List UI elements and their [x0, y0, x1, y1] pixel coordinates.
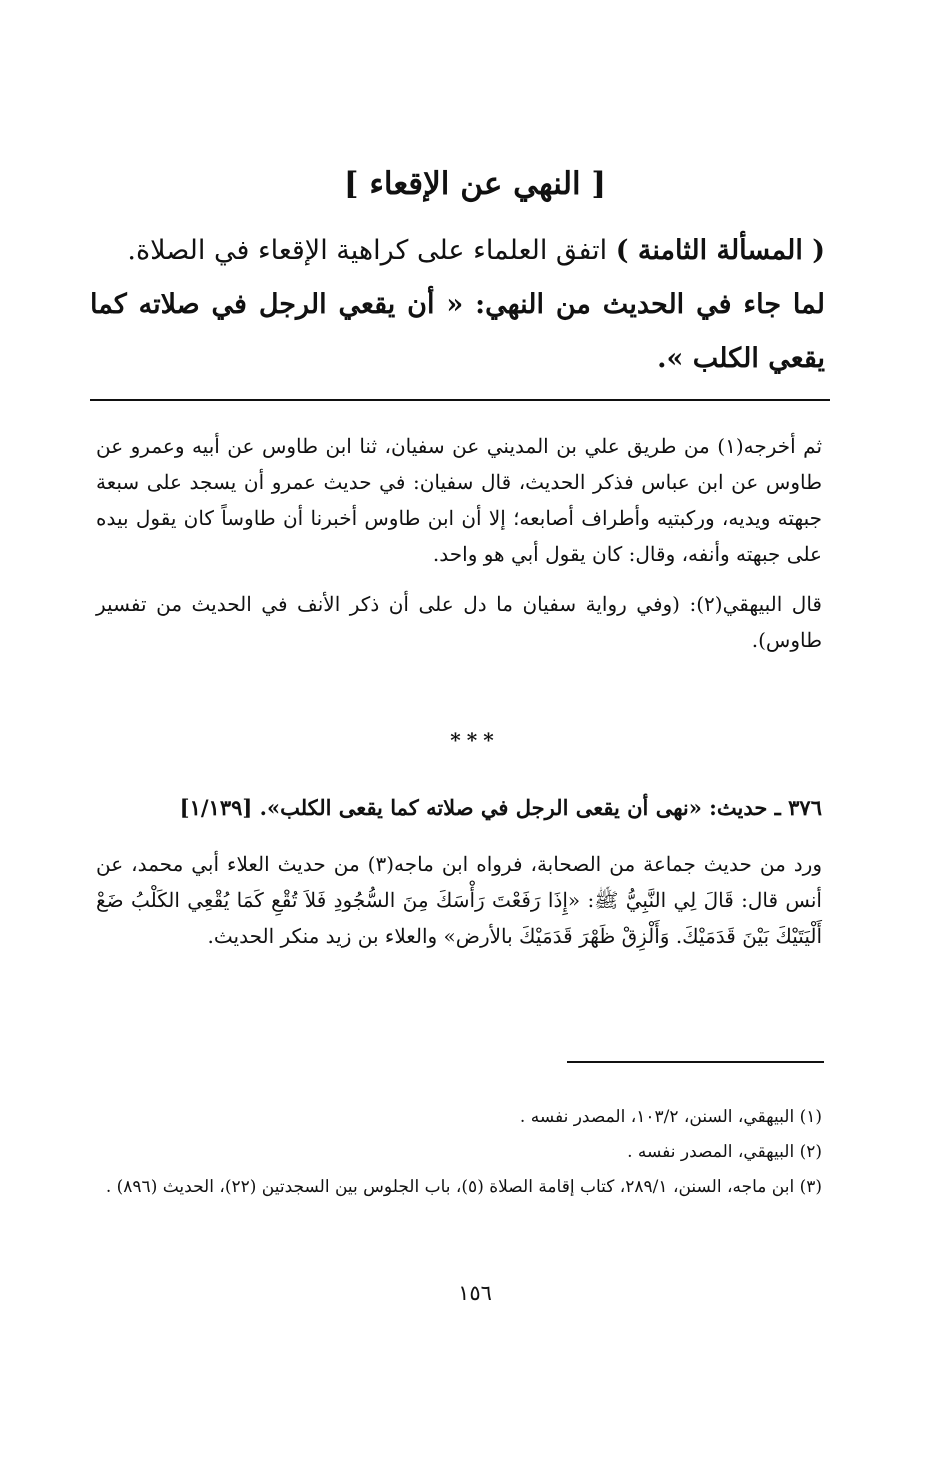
footnote-3: (٣) ابن ماجه، السنن، ٢٨٩/١، كتاب إقامة الصلاة (٥)، باب الجلوس بين السجدتين (٢٢)، الحديث (٨٩٦) . — [105, 1177, 822, 1197]
commentary-paragraph-2: قال البيهقي(٢): (وفي رواية سفيان ما دل على أن ذكر الأنف في الحديث من تفسير طاوس). — [96, 592, 822, 652]
footnote-1: (١) البيهقي، السنن، ١٠٣/٢، المصدر نفسه . — [519, 1107, 822, 1127]
section-separator: *** — [450, 728, 500, 752]
hadith-title: ٣٧٦ ـ حديث: «نهى أن يقعى الرجل في صلاته كما يقعى الكلب». [١/١٣٩] — [179, 795, 822, 820]
commentary-section — [96, 428, 822, 658]
issue-label: ( المسألة الثامنة ) — [615, 235, 825, 266]
main-divider — [90, 399, 830, 401]
main-text — [90, 224, 825, 386]
main-paragraph-2: لما جاء في الحديث من النهي: « أن يقعي الرجل في صلاته كما يقعي الكلب ». — [90, 289, 825, 374]
hadith-body — [96, 846, 822, 954]
section-heading: [ النهي عن الإقعاء ] — [343, 166, 607, 202]
footnotes — [96, 1102, 822, 1203]
page-number: ١٥٦ — [458, 1281, 492, 1305]
footnote-divider — [567, 1061, 824, 1063]
hadith-paragraph: ورد من حديث جماعة من الصحابة، فرواه ابن ماجه(٣) من حديث العلاء أبي محمد، عن أنس قال: قَالَ لِي النَّبِيُّ ﷺ: «إِذَا رَفَعْتَ رَأْسَكَ مِنَ السُّجُودِ فَلاَ تُقْعِ كَمَا يُقْعِي الكَلْبُ ضَعْ أَلْيَتَيْكَ بَيْنَ قَدَمَيْكَ. وَأَلْزِقْ ظَهْرَ قَدَمَيْكَ بالأرض» والعلاء بن زيد منكر الحديث. — [96, 852, 822, 948]
main-paragraph-1 — [90, 224, 825, 278]
commentary-paragraph-1: ثم أخرجه(١) من طريق علي بن المديني عن سفيان، ثنا ابن طاوس عن أبيه وعمرو عن طاوس عن ابن عباس فذكر الحديث، قال سفيان: في حديث عمرو أن يسجد على سبعة جبهته ويديه، وركبتيه وأطراف أصابعه؛ إلا أن ابن طاوس أخبرنا أن طاوساً كان يقول بيده على جبهته وأنفه، وقال: كان يقول أبي هو واحد. — [96, 434, 823, 566]
footnote-2: (٢) البيهقي، المصدر نفسه . — [627, 1142, 822, 1162]
issue-text: اتفق العلماء على كراهية الإقعاء في الصلاة. — [127, 235, 616, 266]
